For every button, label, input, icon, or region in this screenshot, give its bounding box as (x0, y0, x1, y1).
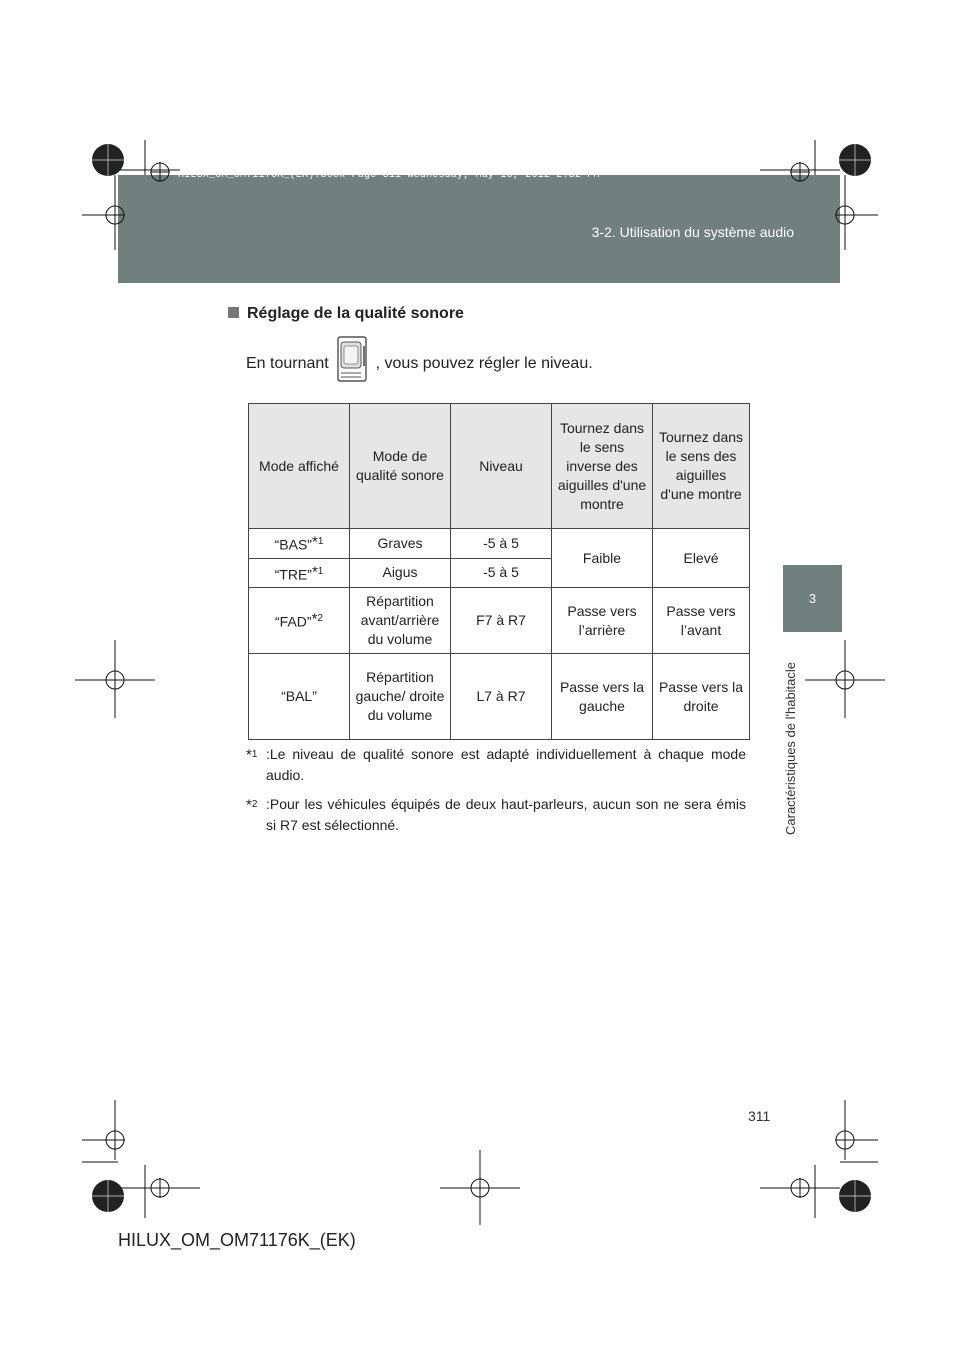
cell-cw: Passe vers l’avant (653, 588, 750, 654)
cell-mode: “BAL” (249, 654, 350, 740)
header-mode: Mode affiché (249, 404, 350, 529)
cell-quality: Répartition gauche/ droite du volume (350, 654, 451, 740)
footnote-mark: *$^1$ (246, 746, 258, 764)
heading-text: Réglage de la qualité sonore (247, 305, 464, 322)
cell-mode: “BAS”*$^1$ (249, 529, 350, 559)
header-quality: Mode de qualité sonore (350, 404, 451, 529)
cell-ccw: Passe vers l’arrière (552, 588, 653, 654)
instruction-after: , vous pouvez régler le niveau. (375, 355, 593, 372)
cell-mode: “TRE”*$^1$ (249, 558, 350, 588)
cell-quality: Aigus (350, 558, 451, 588)
cell-cw-merged: Elevé (653, 529, 750, 588)
cell-level: L7 à R7 (451, 654, 552, 740)
section-title: 3-2. Utilisation du système audio (591, 224, 794, 240)
chapter-label: Caractéristiques de l'habitacle (783, 661, 798, 835)
instruction-before: En tournant (246, 355, 329, 372)
cell-quality: Répartition avant/arrière du volume (350, 588, 451, 654)
cell-cw: Passe vers la droite (653, 654, 750, 740)
chapter-tab: 3 (783, 565, 842, 632)
footnote-text: :Le niveau de qualité sonore est adapté individuellement à chaque mode audio. (266, 746, 746, 783)
page-number: 311 (748, 1108, 771, 1124)
cell-ccw: Passe vers la gauche (552, 654, 653, 740)
footnote-mark: *$^2$ (246, 796, 258, 814)
cell-level: -5 à 5 (451, 529, 552, 559)
cell-level: -5 à 5 (451, 558, 552, 588)
print-stamp: HILUX_OM_OM71176K_(EK).book Page 311 Wednesday, May 16, 2012 2:32 PM (178, 170, 600, 181)
cell-quality: Graves (350, 529, 451, 559)
cell-ccw-merged: Faible (552, 529, 653, 588)
header-clockwise: Tournez dans le sens des aiguilles d'une montre (653, 404, 750, 529)
footer-code: HILUX_OM_OM71176K_(EK) (118, 1230, 356, 1250)
footnote-text: :Pour les véhicules équipés de deux haut-parleurs, aucun son ne sera émis si R7 est sélectionné. (266, 796, 746, 833)
cell-mode: “FAD”*$^2$ (249, 588, 350, 654)
cell-level: F7 à R7 (451, 588, 552, 654)
header-counterclockwise: Tournez dans le sens inverse des aiguilles d'une montre (552, 404, 653, 529)
header-level: Niveau (451, 404, 552, 529)
